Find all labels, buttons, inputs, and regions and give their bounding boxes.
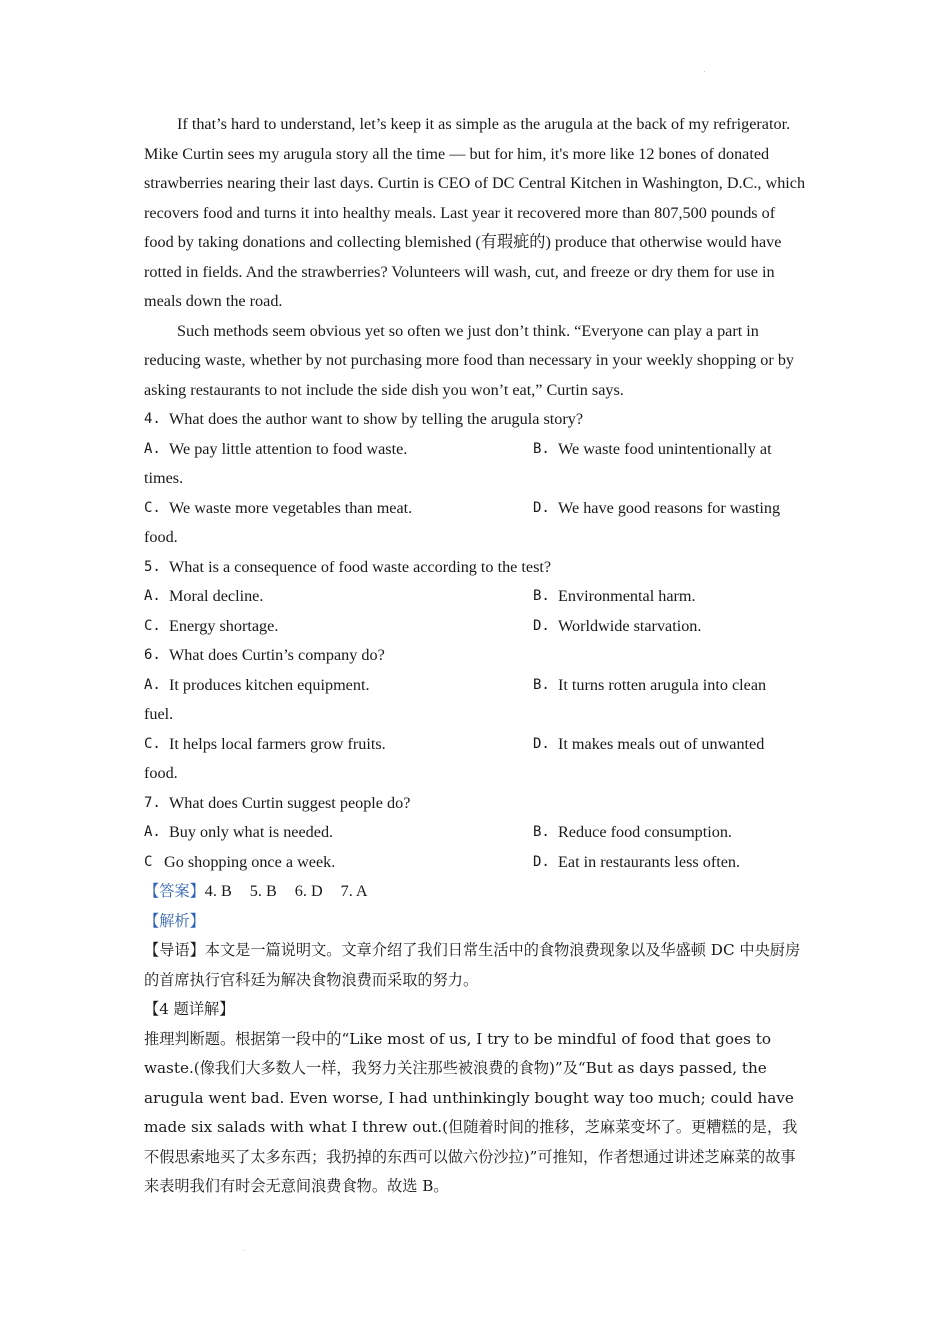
option-text: Environmental harm. [558, 587, 696, 605]
option-text: We pay little attention to food waste. [169, 439, 408, 458]
option-text: We waste more vegetables than meat. [169, 498, 413, 517]
option-d[interactable] [533, 494, 806, 524]
option-b-continued: times. [144, 469, 184, 487]
option-d[interactable] [533, 730, 806, 760]
option-letter: D. [533, 735, 550, 752]
option-c[interactable] [144, 730, 533, 760]
option-letter: B. [533, 440, 550, 457]
option-letter: B. [533, 676, 550, 693]
answer-label: 【答案】 [144, 882, 205, 900]
option-b-continued: fuel. [144, 705, 174, 723]
option-c[interactable] [144, 612, 533, 642]
question-5 [144, 553, 806, 642]
option-letter: A. [144, 440, 161, 457]
question-text: What is a consequence of food waste according to the test? [169, 557, 552, 576]
q4-detail-text: 推理判断题。根据第一段中的“Like most of us, I try to be mindful of food that goes to waste.(像我们大多数人一样，我努力关注那些被浪费的食物)”及“But as days passed, the arugula went bad. Even worse, I had unthinkingly bought way too much; could have made six salads with what I threw out.(但随着时间的推移，芝麻菜变坏了。更糟糕的是，我不假思索地买了太多东西；我扔掉的东西可以做六份沙拉)”可推知，作者想通过讲述芝麻菜的故事来表明我们有时会无意间浪费食物。故选 B。 [144, 1029, 798, 1195]
option-text: It helps local farmers grow fruits. [169, 734, 386, 753]
question-number: 7. [144, 794, 161, 811]
option-text: Eat in restaurants less often. [558, 852, 741, 871]
option-letter: B. [533, 588, 550, 604]
option-row [144, 612, 806, 642]
answer-line [144, 877, 806, 907]
analysis-intro: 【导语】本文是一篇说明文。文章介绍了我们日常生活中的食物浪费现象以及华盛顿 DC 中央厨房的首席执行官科廷为解决食物浪费而采取的努力。 [144, 941, 801, 989]
option-text: We waste food unintentionally at [558, 439, 772, 458]
question-stem [144, 405, 806, 435]
option-a[interactable] [144, 582, 533, 612]
answer-item: 5. B [249, 882, 277, 900]
option-a[interactable] [144, 818, 533, 848]
option-letter: A. [144, 676, 161, 693]
question-stem [144, 641, 806, 671]
question-stem [144, 553, 806, 583]
option-letter: D. [533, 853, 550, 870]
option-letter: A. [144, 824, 161, 840]
option-letter: C. [144, 499, 161, 516]
option-letter: D. [533, 499, 550, 516]
option-text: It makes meals out of unwanted [558, 734, 765, 753]
option-b[interactable] [533, 818, 806, 848]
option-d[interactable] [533, 848, 806, 878]
option-a[interactable] [144, 671, 533, 701]
option-letter: C. [144, 735, 161, 752]
option-d-continued: food. [144, 528, 178, 546]
option-letter: D. [533, 617, 550, 634]
question-4 [144, 405, 806, 553]
option-text: Worldwide starvation. [558, 616, 702, 635]
option-text: Reduce food consumption. [558, 823, 732, 841]
passage-paragraph-1: If that’s hard to understand, let’s keep it as simple as the arugula at the back of my refrigerator. Mike Curtin sees my arugula story all the time — but for him, it's more like 12 bones of donated strawberries nearing their last days. Curtin is CEO of DC Central Kitchen in Washington, D.C., which recovers food and turns it into healthy meals. Last year it recovered more than 807,500 pounds of food by taking donations and collecting blemished (有瑕疵的) produce that otherwise would have rotted in fields. And the strawberries? Volunteers will wash, cut, and freeze or dry them for use in meals down the road. [144, 115, 806, 310]
scan-speck-top [704, 71, 705, 72]
question-number: 5. [144, 558, 161, 575]
option-row [144, 671, 806, 701]
passage-paragraph-2: Such methods seem obvious yet so often we just don’t think. “Everyone can play a part in reducing waste, whether by not purchasing more food than necessary in your weekly shopping or by asking restaurants to not include the side dish you won’t eat,” Curtin says. [144, 321, 795, 399]
option-text: Energy shortage. [169, 616, 279, 635]
document-page [144, 110, 806, 1202]
question-stem [144, 789, 806, 819]
option-d-continued: food. [144, 764, 178, 782]
answer-item: 6. D [294, 882, 323, 900]
option-text: Buy only what is needed. [169, 823, 334, 841]
option-b[interactable] [533, 582, 806, 612]
option-c[interactable] [144, 494, 533, 524]
question-number: 4. [144, 411, 161, 427]
analysis-label: 【解析】 [144, 911, 205, 930]
question-text: What does Curtin’s company do? [169, 646, 385, 664]
option-b[interactable] [533, 671, 806, 701]
option-row [144, 848, 806, 878]
question-text: What does the author want to show by telling the arugula story? [169, 410, 584, 428]
option-row [144, 435, 806, 465]
option-row [144, 494, 806, 524]
option-b[interactable] [533, 435, 806, 465]
option-d[interactable] [533, 612, 806, 642]
option-c[interactable] [144, 848, 533, 878]
question-text: What does Curtin suggest people do? [169, 793, 411, 812]
option-text: It turns rotten arugula into clean [558, 675, 767, 694]
option-text: It produces kitchen equipment. [169, 675, 370, 694]
option-row [144, 818, 806, 848]
option-letter: C. [144, 617, 161, 634]
q4-detail-heading: 【4 题详解】 [144, 1000, 235, 1018]
option-text: Go shopping once a week. [164, 852, 336, 871]
answer-item: 7. A [340, 882, 368, 900]
option-text: Moral decline. [169, 587, 264, 605]
scan-speck-bottom [244, 1250, 245, 1251]
option-a[interactable] [144, 435, 533, 465]
question-6 [144, 641, 806, 789]
option-row [144, 730, 806, 760]
option-row [144, 582, 806, 612]
option-letter: A. [144, 588, 161, 604]
question-number: 6. [144, 647, 161, 663]
option-text: We have good reasons for wasting [558, 498, 781, 517]
option-letter: C [144, 853, 153, 870]
question-7 [144, 789, 806, 878]
option-letter: B. [533, 824, 550, 840]
answer-item: 4. B [204, 882, 232, 900]
